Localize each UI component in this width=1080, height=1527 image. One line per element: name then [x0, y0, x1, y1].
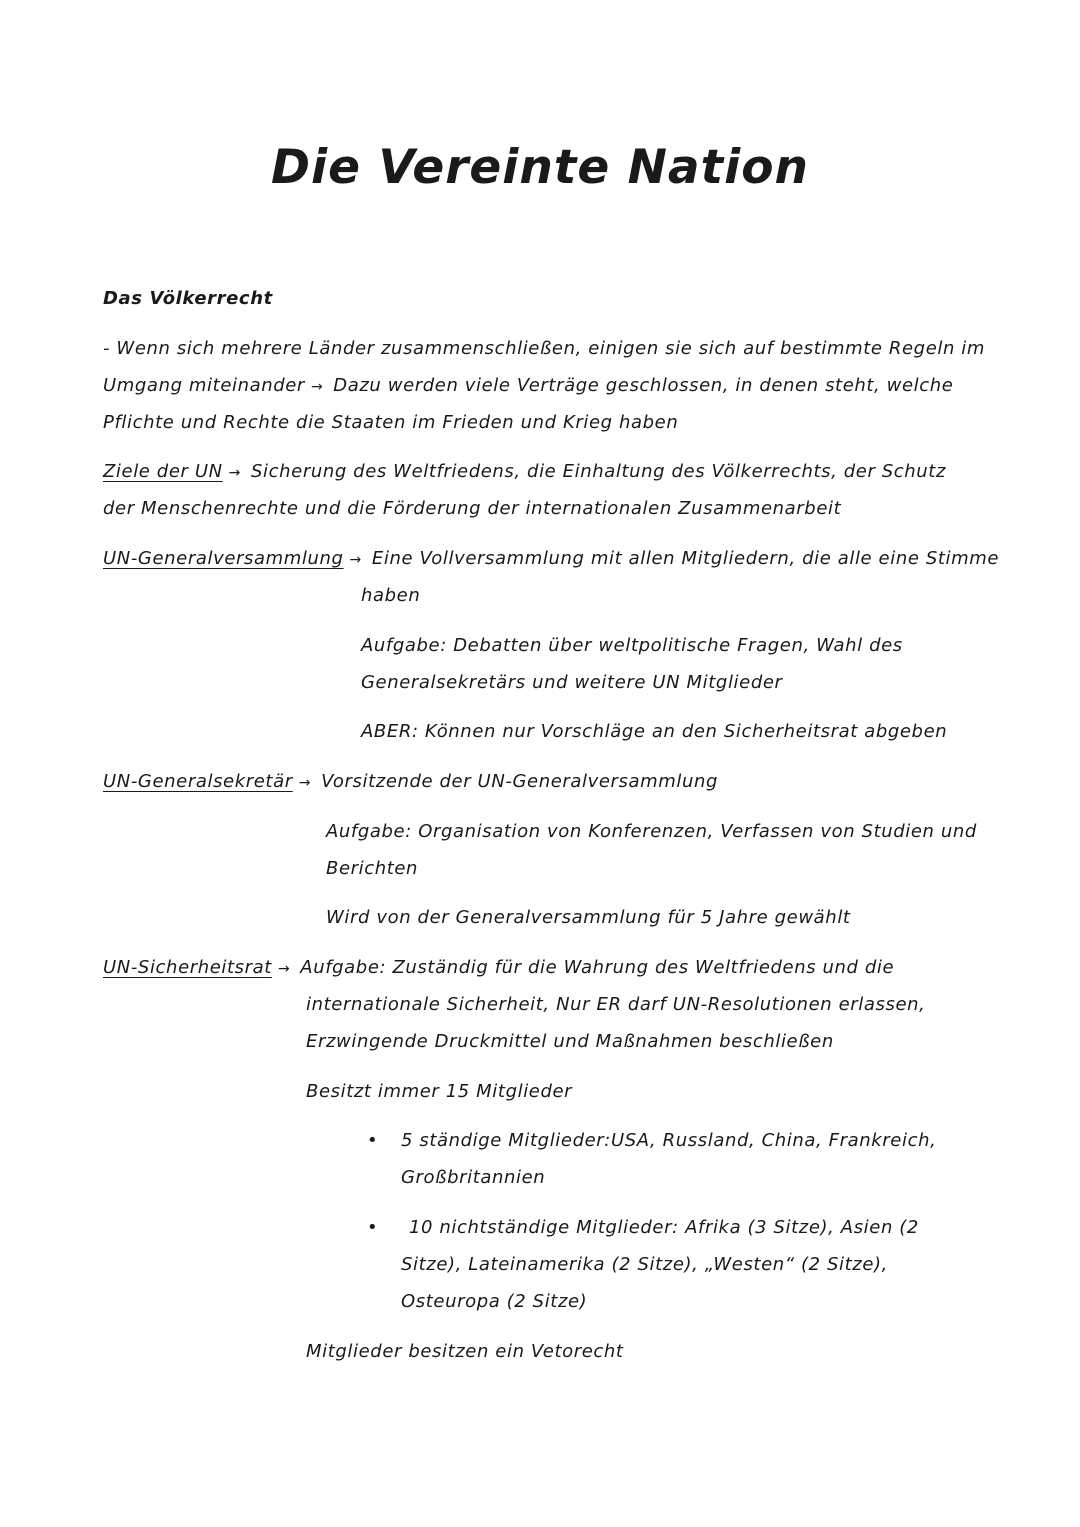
- bullet-2-line-1: 10 nichtständige Mitglieder: Afrika (3 Sitze), Asien (2: [409, 1217, 919, 1238]
- ziele-line-2: der Menschenrechte und die Förderung der internationalen Zusammenarbeit: [103, 498, 842, 519]
- arrow-icon: →: [298, 775, 312, 791]
- generalsekretaer-aufgabe-2: Berichten: [326, 858, 419, 879]
- sicherheitsrat-term: UN-Sicherheitsrat: [103, 957, 272, 978]
- intro-line-2-post: Dazu werden viele Verträge geschlossen, in denen steht, welche: [333, 375, 954, 396]
- bullet-icon: •: [367, 1217, 378, 1238]
- bullet-2-line-2: Sitze), Lateinamerika (2 Sitze), „Westen“ (2 Sitze),: [401, 1254, 888, 1275]
- generalversammlung-line-1: [103, 547, 999, 572]
- generalversammlung-aufgabe-2: Generalsekretärs und weitere UN Mitglieder: [361, 672, 783, 693]
- generalsekretaer-wahl: Wird von der Generalversammlung für 5 Jahre gewählt: [326, 907, 851, 928]
- intro-line-3: Pflichte und Rechte die Staaten im Frieden und Krieg haben: [103, 412, 679, 433]
- generalsekretaer-term: UN-Generalsekretär: [103, 771, 293, 792]
- generalversammlung-aufgabe-1: Aufgabe: Debatten über weltpolitische Fragen, Wahl des: [361, 635, 903, 656]
- bullet-1-line-2: Großbritannien: [401, 1167, 546, 1188]
- bullet-icon: •: [367, 1130, 378, 1151]
- generalversammlung-text-1: Eine Vollversammlung mit allen Mitgliedern, die alle eine Stimme: [371, 548, 1000, 569]
- generalsekretaer-aufgabe-1: Aufgabe: Organisation von Konferenzen, Verfassen von Studien und: [326, 821, 977, 842]
- generalversammlung-line-2: haben: [361, 585, 421, 606]
- sicherheitsrat-line-1: [103, 956, 894, 981]
- intro-line-2: [103, 374, 953, 399]
- section-heading: Das Völkerrecht: [103, 288, 273, 309]
- arrow-icon: →: [228, 465, 242, 481]
- intro-line-1: - Wenn sich mehrere Länder zusammenschließen, einigen sie sich auf bestimmte Regeln im: [103, 338, 986, 359]
- generalsekretaer-text-1: Vorsitzende der UN-Generalversammlung: [321, 771, 719, 792]
- generalversammlung-aber: ABER: Können nur Vorschläge an den Sicherheitsrat abgeben: [361, 721, 948, 742]
- ziele-text-1: Sicherung des Weltfriedens, die Einhaltung des Völkerrechts, der Schutz: [251, 461, 947, 482]
- generalversammlung-term: UN-Generalversammlung: [103, 548, 344, 569]
- ziele-line-1: [103, 460, 946, 485]
- sicherheitsrat-mitglieder: Besitzt immer 15 Mitglieder: [306, 1081, 573, 1102]
- arrow-icon: →: [310, 379, 324, 395]
- sicherheitsrat-line-2: internationale Sicherheit, Nur ER darf UN-Resolutionen erlassen,: [306, 994, 926, 1015]
- ziele-term: Ziele der UN: [103, 461, 223, 482]
- sicherheitsrat-text-1: Aufgabe: Zuständig für die Wahrung des Weltfriedens und die: [300, 957, 895, 978]
- page-title: Die Vereinte Nation: [271, 140, 809, 195]
- sicherheitsrat-veto: Mitglieder besitzen ein Vetorecht: [306, 1341, 624, 1362]
- sicherheitsrat-line-3: Erzwingende Druckmittel und Maßnahmen beschließen: [306, 1031, 834, 1052]
- intro-line-2-pre: Umgang miteinander: [103, 375, 305, 396]
- generalsekretaer-line-1: [103, 770, 718, 795]
- arrow-icon: →: [277, 961, 291, 977]
- bullet-2-line-3: Osteuropa (2 Sitze): [401, 1291, 588, 1312]
- arrow-icon: →: [349, 552, 362, 568]
- bullet-1-line-1: 5 ständige Mitglieder:USA, Russland, China, Frankreich,: [401, 1130, 937, 1151]
